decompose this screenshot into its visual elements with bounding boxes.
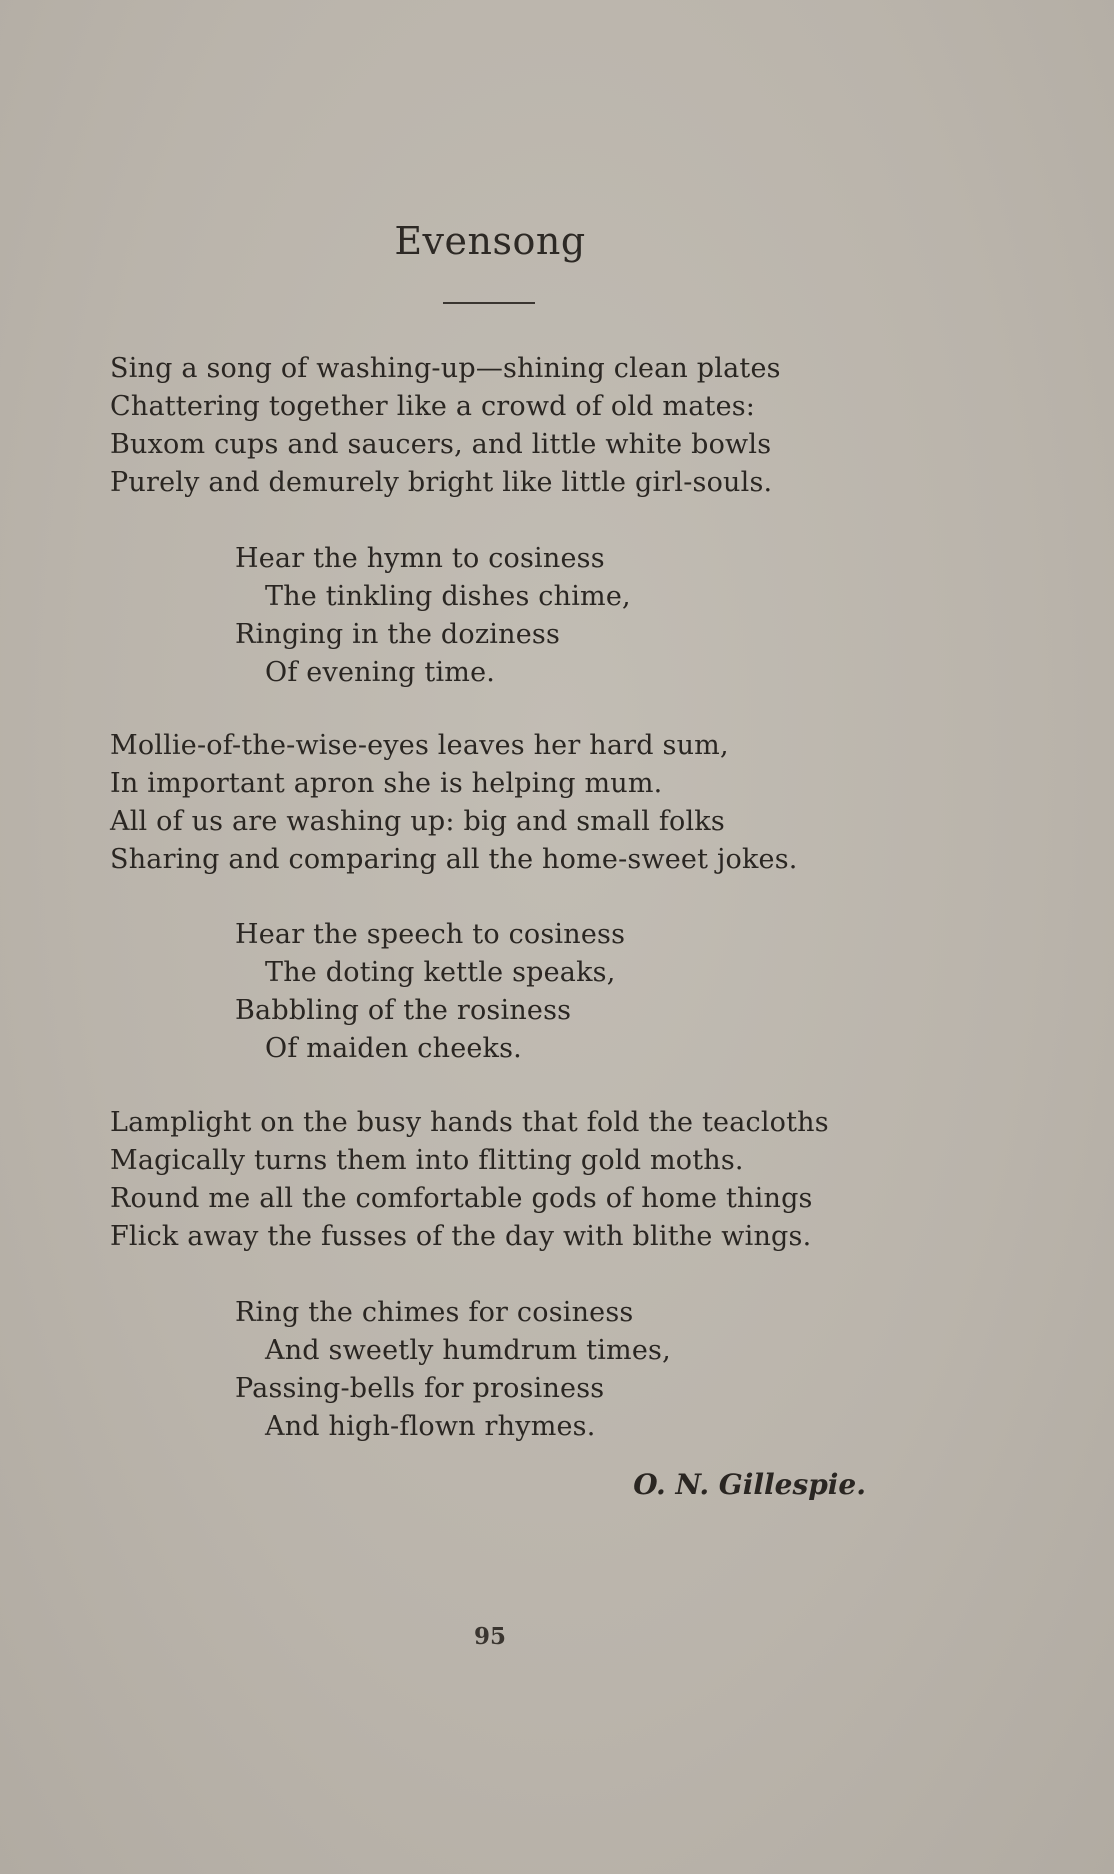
refrain-line: And high-flown rhymes. — [265, 1411, 596, 1442]
refrain-line: Ring the chimes for cosiness — [235, 1297, 634, 1328]
poem-line: Chattering together like a crowd of old mates: — [110, 391, 756, 422]
refrain-line: The tinkling dishes chime, — [265, 581, 631, 612]
author-signature: O. N. Gillespie. — [633, 1468, 866, 1501]
poem-line: Round me all the comfortable gods of home things — [110, 1183, 813, 1214]
refrain-line: Babbling of the rosiness — [235, 995, 572, 1026]
title-rule — [443, 302, 535, 304]
poem-line: Sharing and comparing all the home-sweet jokes. — [110, 844, 798, 875]
refrain-line: Ringing in the doziness — [235, 619, 561, 650]
page-number: 95 — [473, 1623, 506, 1650]
refrain-line: Hear the hymn to cosiness — [235, 543, 605, 574]
refrain-line: Hear the speech to cosiness — [235, 919, 626, 950]
poem-line: Sing a song of washing-up—shining clean plates — [110, 353, 781, 384]
poem-line: All of us are washing up: big and small folks — [110, 806, 725, 837]
poem-line: Buxom cups and saucers, and little white bowls — [110, 429, 772, 460]
poem-line: Mollie-of-the-wise-eyes leaves her hard sum, — [110, 730, 729, 761]
refrain-line: The doting kettle speaks, — [265, 957, 616, 988]
poem-line: Magically turns them into flitting gold moths. — [110, 1145, 744, 1176]
refrain-line: Of maiden cheeks. — [265, 1033, 522, 1064]
refrain-line: Of evening time. — [265, 657, 496, 688]
poem-title: Evensong — [394, 219, 586, 263]
poem-line: Purely and demurely bright like little girl-souls. — [110, 467, 773, 498]
refrain-line: Passing-bells for prosiness — [235, 1373, 605, 1404]
poem-line: In important apron she is helping mum. — [110, 768, 663, 799]
poem-line: Lamplight on the busy hands that fold the teacloths — [110, 1107, 829, 1138]
poem-line: Flick away the fusses of the day with blithe wings. — [110, 1221, 812, 1252]
refrain-line: And sweetly humdrum times, — [265, 1335, 671, 1366]
